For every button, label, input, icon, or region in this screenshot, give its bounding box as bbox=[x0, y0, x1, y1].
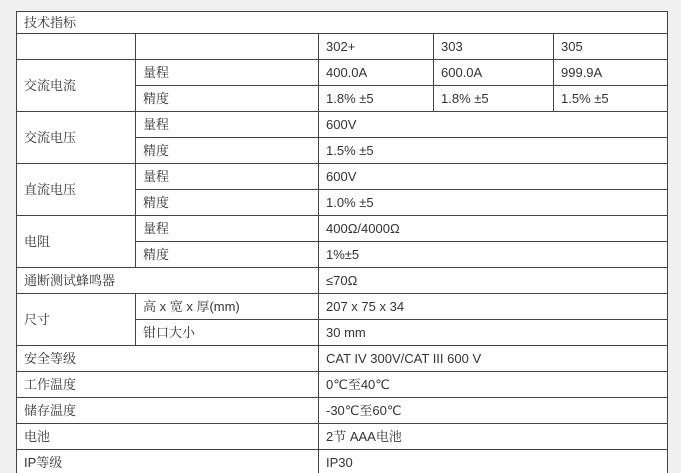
ac-current-range-302plus: 400.0A bbox=[319, 60, 434, 86]
operating-temp-value: 0℃至40℃ bbox=[319, 372, 668, 398]
model-header-302plus: 302+ bbox=[319, 34, 434, 60]
storage-temp-label: 储存温度 bbox=[17, 398, 319, 424]
dc-voltage-range-label: 量程 bbox=[136, 164, 319, 190]
ac-voltage-accuracy-label: 精度 bbox=[136, 138, 319, 164]
continuity-buzzer-label: 通断测试蜂鸣器 bbox=[17, 268, 319, 294]
battery-label: 电池 bbox=[17, 424, 319, 450]
battery-row bbox=[17, 424, 668, 450]
resistance-label: 电阻 bbox=[17, 216, 136, 268]
dimensions-label: 尺寸 bbox=[17, 294, 136, 346]
dimensions-jaw-value: 30 mm bbox=[319, 320, 668, 346]
ac-voltage-accuracy-value: 1.5% ±5 bbox=[319, 138, 668, 164]
storage-temp-value: -30℃至60℃ bbox=[319, 398, 668, 424]
dc-voltage-accuracy-value: 1.0% ±5 bbox=[319, 190, 668, 216]
dimensions-hwd-label: 高 x 宽 x 厚(mm) bbox=[136, 294, 319, 320]
ac-voltage-range-row bbox=[17, 112, 668, 138]
operating-temp-row bbox=[17, 372, 668, 398]
dimensions-jaw-label: 钳口大小 bbox=[136, 320, 319, 346]
resistance-accuracy-value: 1%±5 bbox=[319, 242, 668, 268]
resistance-accuracy-label: 精度 bbox=[136, 242, 319, 268]
ip-rating-value: IP30 bbox=[319, 450, 668, 473]
ac-current-range-row bbox=[17, 60, 668, 86]
ac-current-accuracy-305: 1.5% ±5 bbox=[554, 86, 668, 112]
ac-voltage-range-label: 量程 bbox=[136, 112, 319, 138]
ip-rating-row bbox=[17, 450, 668, 473]
ac-current-range-label: 量程 bbox=[136, 60, 319, 86]
ac-voltage-range-value: 600V bbox=[319, 112, 668, 138]
ac-current-accuracy-302plus: 1.8% ±5 bbox=[319, 86, 434, 112]
operating-temp-label: 工作温度 bbox=[17, 372, 319, 398]
safety-rating-label: 安全等级 bbox=[17, 346, 319, 372]
model-header-row bbox=[17, 34, 668, 60]
continuity-buzzer-value: ≤70Ω bbox=[319, 268, 668, 294]
ac-current-accuracy-303: 1.8% ±5 bbox=[434, 86, 554, 112]
spec-table bbox=[16, 11, 668, 473]
ac-current-range-305: 999.9A bbox=[554, 60, 668, 86]
empty-subheader-cell bbox=[136, 34, 319, 60]
ac-current-range-303: 600.0A bbox=[434, 60, 554, 86]
table-title: 技术指标 bbox=[17, 12, 668, 34]
continuity-buzzer-row bbox=[17, 268, 668, 294]
empty-corner-cell bbox=[17, 34, 136, 60]
resistance-range-row bbox=[17, 216, 668, 242]
dc-voltage-label: 直流电压 bbox=[17, 164, 136, 216]
storage-temp-row bbox=[17, 398, 668, 424]
safety-rating-row bbox=[17, 346, 668, 372]
dc-voltage-range-value: 600V bbox=[319, 164, 668, 190]
dimensions-hwd-row bbox=[17, 294, 668, 320]
dc-voltage-range-row bbox=[17, 164, 668, 190]
model-header-305: 305 bbox=[554, 34, 668, 60]
safety-rating-value: CAT IV 300V/CAT III 600 V bbox=[319, 346, 668, 372]
ac-current-label: 交流电流 bbox=[17, 60, 136, 112]
resistance-range-value: 400Ω/4000Ω bbox=[319, 216, 668, 242]
resistance-range-label: 量程 bbox=[136, 216, 319, 242]
model-header-303: 303 bbox=[434, 34, 554, 60]
ac-voltage-label: 交流电压 bbox=[17, 112, 136, 164]
ac-current-accuracy-label: 精度 bbox=[136, 86, 319, 112]
table-title-row bbox=[17, 12, 668, 34]
battery-value: 2节 AAA电池 bbox=[319, 424, 668, 450]
dc-voltage-accuracy-label: 精度 bbox=[136, 190, 319, 216]
dimensions-hwd-value: 207 x 75 x 34 bbox=[319, 294, 668, 320]
ip-rating-label: IP等级 bbox=[17, 450, 319, 473]
